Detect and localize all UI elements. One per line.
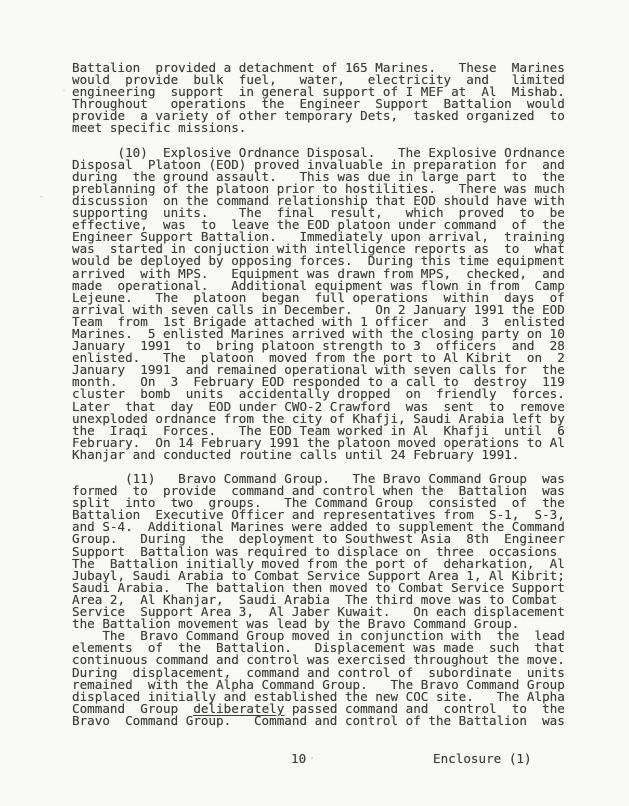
text-line: January 1991 to bring platoon strength to 3 officers and 28	[72, 338, 565, 354]
text-line: would be deployed by opposing forces. During this time equipment	[72, 253, 565, 269]
enclosure-label: Enclosure (1)	[433, 751, 532, 766]
text-line: Service Support Area 3, Al Jaber Kuwait. On each displacement	[72, 604, 565, 620]
text-line: remained with the Alpha Command Group. The Bravo Command Group	[72, 676, 565, 692]
text-line: supporting units. The final result, which proved to be	[72, 205, 565, 221]
paragraph-continuation	[72, 62, 574, 135]
page-number: 10	[291, 751, 307, 766]
text-line: engineering support in general support of I MEF at Al Mishab.	[72, 84, 565, 100]
text-line: February. On 14 February 1991 the platoon moved operations to Al	[72, 434, 565, 450]
text-line: Engineer Support Battalion. Immediately upon arrival, training	[72, 229, 565, 245]
text-line: made operational. Additional equipment was flown in from Camp	[72, 277, 565, 293]
text-line: Team from 1st Brigade attached with 1 officer and 3 enlisted	[72, 313, 565, 329]
scan-noise-speck	[63, 90, 65, 91]
scan-noise-speck	[40, 196, 43, 197]
text-line: the Battalion movement was lead by the Bravo Command Group.	[72, 616, 520, 632]
text-line: and S-4. Additional Marines were added to supplement the Command	[72, 519, 565, 535]
text-line: arrival with seven calls in December. On 2 January 1991 the EOD	[72, 301, 565, 317]
text-line: arrived with MPS. Equipment was drawn from MPS, checked, and	[72, 265, 565, 281]
text-line: split into two groups. The Command Group consisted of the	[72, 495, 565, 511]
text-line: provide a variety of other temporary Dets, tasked organized to	[72, 108, 565, 124]
text-line: enlisted. The platoon moved from the port to Al Kibrit on 2	[72, 350, 565, 366]
underlined-word: deliberately	[193, 700, 285, 716]
text-line: Lejeune. The platoon began full operations within days of	[72, 289, 565, 305]
text-line: Khanjar and conducted routine calls until 24 February 1991.	[72, 446, 520, 462]
text-line: Throughout operations the Engineer Support Battalion would	[72, 96, 565, 112]
text-line: formed to provide command and control when the Battalion was	[72, 483, 565, 499]
text-line: Bravo Command Group. Command and control of the Battalion was	[72, 712, 565, 728]
text-line: elements of the Battalion. Displacement was made such that	[72, 640, 565, 656]
text-line: The Battalion initially moved from the port of deharkation, Al	[72, 555, 565, 571]
text-line: unexploded ordnance from the city of Khafji, Saudi Arabia left by	[72, 410, 565, 426]
text-line: January 1991 and remained operational with seven calls for the	[72, 362, 565, 378]
text-line: cluster bomb units accidentally dropped on friendly forces.	[72, 386, 565, 402]
text-line: During displacement, command and control of subordinate units	[72, 664, 565, 680]
text-line: (11) Bravo Command Group. The Bravo Command Group was	[72, 471, 565, 486]
text-line: Later that day EOD under CWO-2 Crawford was sent to remove	[72, 398, 565, 414]
document-body	[72, 62, 574, 739]
scan-noise-speck	[311, 757, 313, 759]
text-line: continuous command and control was exercised throughout the move.	[72, 652, 565, 668]
text-line: Battalion Executive Officer and representatives from S-1, S-3,	[72, 507, 565, 523]
text-line: effective, was to leave the EOD platoon under command of the	[72, 217, 565, 233]
page-footer	[72, 751, 574, 765]
text-line: discussion on the command relationship that EOD should have with	[72, 192, 565, 208]
text-line: Support Battalion was required to displace on three occasions	[72, 543, 558, 559]
text-line: Disposal Platoon (EOD) proved invaluable in preparation for and	[72, 156, 565, 172]
text-line: would provide bulk fuel, water, electricity and limited	[72, 72, 565, 88]
text-line: Group. During the deployment to Southwest Asia 8th Engineer	[72, 531, 565, 547]
text-line: during the ground assault. This was due in large part to the	[72, 168, 565, 184]
text-line: (10) Explosive Ordnance Disposal. The Explosive Ordnance	[72, 144, 565, 160]
text-line: Area 2, Al Khanjar, Saudi Arabia The third move was to Combat	[72, 591, 558, 607]
text-line: preblanning of the platoon prior to hostilities. There was much	[72, 180, 565, 196]
text-line: Jubayl, Saudi Arabia to Combat Service Support Area 1, Al Kibrit;	[72, 567, 565, 583]
text-line: meet specific missions.	[72, 120, 247, 136]
text-line: Battalion provided a detachment of 165 Marines. These Marines	[72, 60, 565, 75]
text-line: month. On 3 February EOD responded to a call to destroy 119	[72, 374, 565, 390]
text-segment: Command Group	[72, 700, 194, 716]
text-line: Saudi Arabia. The battalion then moved to Combat Service Support	[72, 579, 565, 595]
text-line: displaced initially and established the new COC site. The Alpha	[72, 688, 565, 704]
text-line: was started in conjuction with intelligence reports as to what	[72, 241, 565, 257]
text-line: Marines. 5 enlisted Marines arrived with the closing party on 10	[72, 325, 565, 341]
paragraph-11-bravo-command-group	[72, 473, 574, 727]
text-segment: passed command and control to the	[284, 700, 565, 716]
text-line: the Iraqi Forces. The EOD Team worked in Al Khafji until 6	[72, 422, 565, 438]
text-line: The Bravo Command Group moved in conjunction with the lead	[72, 628, 565, 644]
paragraph-10-explosive-ordnance-disposal	[72, 144, 574, 462]
